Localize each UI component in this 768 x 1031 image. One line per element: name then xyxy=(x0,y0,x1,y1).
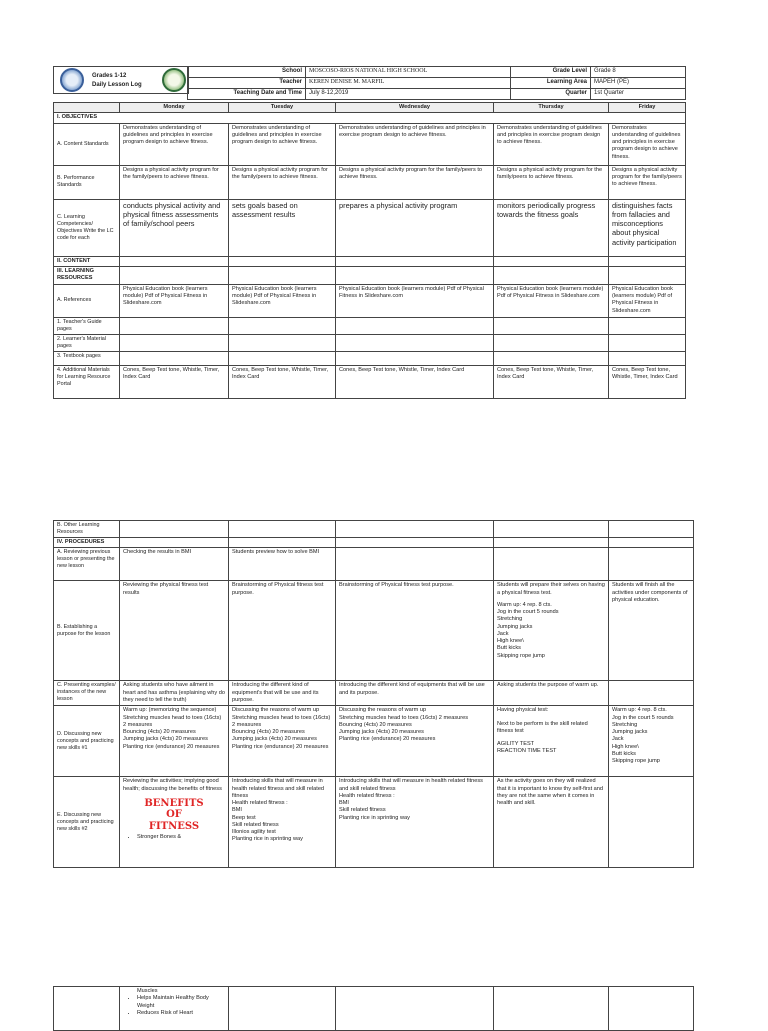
list-item: Butt kicks xyxy=(497,645,521,652)
lesson-table-page2 xyxy=(53,520,694,868)
list-item: Jog in the court 5 rounds xyxy=(612,714,674,721)
quarter-value: 1st Quarter xyxy=(591,89,686,100)
table-cell: Demonstrates understanding of guidelines and principles in exercise program design to achieve fitness. xyxy=(229,123,336,165)
list-item: Jumping jacks xyxy=(497,623,533,630)
list-item: Stretching muscles head to toes (16cts) 2 measures xyxy=(339,714,469,721)
deped-seal-icon xyxy=(60,68,84,92)
list-item: BMI xyxy=(232,807,242,814)
table-cell: monitors periodically progress towards the fitness goals xyxy=(494,199,609,256)
table-cell: Reviewing the physical fitness test results xyxy=(120,581,229,681)
list-item: AGILITY TEST xyxy=(497,741,535,748)
list-item: Skill related fitness xyxy=(339,807,386,814)
list-item: Bouncing (4cts) 20 measures xyxy=(232,729,305,736)
table-cell: Demonstrates understanding of guidelines and principles in exercise program design to achieve fitness. xyxy=(609,123,686,165)
list-item: BMI xyxy=(339,800,349,807)
row-label-discussing1: D. Discussing new concepts and practicing new skills #1 xyxy=(54,706,120,777)
list-item: High knee\ xyxy=(497,638,524,645)
table-cell: Students preview how to solve BMI xyxy=(229,548,336,581)
list-item: Stretching xyxy=(497,616,523,623)
table-cell: Cones, Beep Test tone, Whistle, Timer, Index Card xyxy=(229,365,336,398)
row-label-establishing: B. Establishing a purpose for the lesson xyxy=(54,581,120,681)
header-title-line1: Grades 1-12 xyxy=(92,73,127,79)
list-item: • Reduces Risk of Heart xyxy=(137,1010,225,1017)
list-item: Jog in the court 5 rounds xyxy=(497,609,559,616)
row-label-textbook: 3. Textbook pages xyxy=(54,351,120,365)
section-procedures: IV. PROCEDURES xyxy=(54,538,120,548)
row-label-presenting: C. Presenting examples/ instances of the new lesson xyxy=(54,681,120,706)
row-label-additional-materials: 4. Additional Materials for Learning Resource Portal xyxy=(54,365,120,398)
table-cell: Introducing the different kind of equipment's that will be use and its purpose. xyxy=(229,681,336,706)
list-item: Skipping rope jump xyxy=(497,652,545,659)
discussing2-mon-text: Reviewing the activities; implying good health; discussing the benefits of fitness xyxy=(123,778,222,792)
table-cell: sets goals based on assessment results xyxy=(229,199,336,256)
section-objectives: I. OBJECTIVES xyxy=(54,113,686,123)
list-item: Jack xyxy=(497,630,509,637)
date-value: July 8-12,2019 xyxy=(306,89,511,100)
list-item: Butt kicks xyxy=(612,750,636,757)
list-continued: Muscles xyxy=(137,988,158,994)
lesson-table-page1 xyxy=(53,102,686,399)
row-label-learners-material: 2. Learner's Material pages xyxy=(54,334,120,351)
day-tuesday: Tuesday xyxy=(229,103,336,113)
table-cell: Designs a physical activity program for the family/peers to achieve fitness. xyxy=(120,165,229,199)
header-logo-box xyxy=(53,66,189,94)
row-label-competencies: C. Learning Competencies/ Objectives Write the LC code for each xyxy=(54,199,120,256)
quarter-label: Quarter xyxy=(511,89,591,100)
table-cell xyxy=(336,706,494,777)
header-title-line2: Daily Lesson Log xyxy=(92,82,142,88)
teacher-value: KEREN DENISE M. MARFIL xyxy=(306,78,511,89)
table-cell xyxy=(609,706,694,777)
list-item: REACTION TIME TEST xyxy=(497,748,557,755)
list-item: Health related fitness : xyxy=(232,800,288,807)
list-item: Skill related fitness xyxy=(232,821,279,828)
table-cell: Introducing the different kind of equipments that will be use and its purpose. xyxy=(336,681,494,706)
school-value: MOSCOSO-RIOS NATIONAL HIGH SCHOOL xyxy=(306,67,511,78)
list-item: Skipping rope jump xyxy=(612,758,660,765)
table-cell: Designs a physical activity program for the family/peers to achieve fitness. xyxy=(336,165,494,199)
section-learning-resources: III. LEARNING RESOURCES xyxy=(54,266,120,284)
list-item: Bouncing (4cts) 20 measures xyxy=(339,721,412,728)
school-seal-icon xyxy=(162,68,186,92)
list-item: Illonios agility test xyxy=(232,829,276,836)
table-cell: As the activity goes on they will realized that it is important to know thy self-first and they are not the same when it comes in health and skill. xyxy=(494,777,609,868)
table-cell: Designs a physical activity program for the family/peers to achieve fitness. xyxy=(609,165,686,199)
list-item: Beep test xyxy=(232,814,256,821)
table-cell: Cones, Beep Test tone, Whistle, Timer, Index Card xyxy=(120,365,229,398)
table-cell: Asking students the purpose of warm up. xyxy=(494,681,609,706)
row-label-other-resources: B. Other Learning Resources xyxy=(54,521,120,538)
area-label: Learning Area xyxy=(511,78,591,89)
section-content: II. CONTENT xyxy=(54,256,120,266)
list-item: Planting rice in sprinting way xyxy=(339,814,410,821)
table-cell: Cones, Beep Test tone, Whistle, Timer, Index Card xyxy=(609,365,686,398)
table-cell xyxy=(229,706,336,777)
table-cell: Asking students who have ailment in heart and has asthma (explaining why do they need to tell the truth) xyxy=(120,681,229,706)
table-cell: distinguishes facts from fallacies and misconceptions about physical activity participation xyxy=(609,199,686,256)
table-cell: Students will finish all the activities under components of physical education. xyxy=(609,581,694,681)
area-value: MAPEH (PE) xyxy=(591,78,686,89)
table-cell: Cones, Beep Test tone, Whistle, Timer, Index Card xyxy=(336,365,494,398)
row-label-reviewing: A. Reviewing previous lesson or presenting the new lesson xyxy=(54,548,120,581)
table-cell: Demonstrates understanding of guidelines and principles in exercise program design to achieve fitness. xyxy=(336,123,494,165)
row-label-teachers-guide: 1. Teacher's Guide pages xyxy=(54,317,120,334)
of-word: OF xyxy=(166,809,182,821)
row-label-content-standards: A. Content Standards xyxy=(54,123,120,165)
table-cell: Physical Education book (learners module) Pdf of Physical Fitness in Slideshare.com xyxy=(336,284,494,317)
list-item: Health related fitness : xyxy=(339,792,395,799)
list-item: Introducing skills that will measure in health related fitness and skill related fitness xyxy=(232,778,325,799)
fitness-word: FITNESS xyxy=(148,820,200,832)
list-item: Bouncing (4cts) 20 measures xyxy=(123,729,196,736)
list-item: • Helps Maintain Healthy Body Weight xyxy=(137,995,225,1010)
table-cell xyxy=(120,706,229,777)
benefits-of-fitness-heading xyxy=(123,798,225,833)
row-label-performance-standards: B. Performance Standards xyxy=(54,165,120,199)
list-item: Planting rice (endurance) 20 measures xyxy=(123,743,220,750)
list-item: Jumping jacks xyxy=(612,729,648,736)
table-cell: prepares a physical activity program xyxy=(336,199,494,256)
grade-value: Grade 8 xyxy=(591,67,686,78)
table-cell: Cones, Beep Test tone, Whistle, Timer, Index Card xyxy=(494,365,609,398)
list-item: Stretching muscles head to toes (16cts) 2 measures xyxy=(123,714,222,728)
list-item: • Stronger Bones & xyxy=(137,834,225,841)
list-item: Warm up: (memorizing the sequence) xyxy=(123,707,217,714)
benefits-word: BENEFITS xyxy=(144,797,204,809)
table-cell: Designs a physical activity program for the family/peers to achieve fitness. xyxy=(229,165,336,199)
table-cell: Demonstrates understanding of guidelines and principles in exercise program design to achieve fitness. xyxy=(494,123,609,165)
list-item: Stretching muscles head to toes (16cts) 2 measures xyxy=(232,714,331,728)
list-item: Having physical test: xyxy=(497,707,549,714)
list-item: Discussing the reasons of warm up xyxy=(339,707,427,714)
list-item: Warm up: 4 rep. 8 cts. xyxy=(612,707,667,714)
list-item: Warm up: 4 rep. 8 cts. xyxy=(497,601,552,608)
list-item: Planting rice in sprinting way xyxy=(232,836,303,843)
establishing-thu-intro: Students will prepare their selves on having a physical fitness test. xyxy=(497,582,605,596)
school-label: School xyxy=(188,67,306,78)
table-cell: conducts physical activity and physical fitness assessments of family/school peers xyxy=(120,199,229,256)
table-cell xyxy=(336,777,494,868)
list-item: Next to be perform is the skill related fitness test xyxy=(497,720,588,734)
table-cell: Demonstrates understanding of guidelines and principles in exercise program design to achieve fitness. xyxy=(120,123,229,165)
list-item: High knee\ xyxy=(612,743,639,750)
row-label-discussing2: E. Discussing new concepts and practicing new skills #2 xyxy=(54,777,120,868)
list-item: Discussing the reasons of warm up xyxy=(232,707,320,714)
date-label: Teaching Date and Time xyxy=(188,89,306,100)
day-monday: Monday xyxy=(120,103,229,113)
table-cell: Physical Education book (learners module) Pdf of Physical Fitness in Slideshare.com xyxy=(609,284,686,317)
list-item: Planting rice (endurance) 20 measures xyxy=(232,743,329,750)
table-cell xyxy=(229,777,336,868)
table-cell: Brainstorming of Physical fitness test purpose. xyxy=(229,581,336,681)
table-cell: Physical Education book (learners module) Pdf of Physical Fitness in Slideshare.com xyxy=(120,284,229,317)
grade-label: Grade Level xyxy=(511,67,591,78)
table-cell xyxy=(494,706,609,777)
table-cell: Physical Education book (learners module) Pdf of Physical Fitness in Slideshare.com xyxy=(229,284,336,317)
table-cell xyxy=(494,581,609,681)
day-friday: Friday xyxy=(609,103,686,113)
list-item: Stretching xyxy=(612,721,638,728)
list-item: Jumping jacks (4cts) 20 measures xyxy=(123,736,208,743)
day-wednesday: Wednesday xyxy=(336,103,494,113)
table-cell: Designs a physical activity program for the family/peers to achieve fitness. xyxy=(494,165,609,199)
header-info-table xyxy=(187,66,686,100)
list-item: Jumping jacks (4cts) 20 measures xyxy=(339,729,424,736)
table-cell xyxy=(120,777,229,868)
day-thursday: Thursday xyxy=(494,103,609,113)
list-item: Planting rice (endurance) 20 measures xyxy=(339,736,436,743)
teacher-label: Teacher xyxy=(188,78,306,89)
lesson-table-page3 xyxy=(53,986,694,1031)
list-item: Introducing skills that will measure in health related fitness and skill related fitness xyxy=(339,778,483,792)
row-label-references: A. References xyxy=(54,284,120,317)
table-cell: Checking the results in BMI xyxy=(120,548,229,581)
list-item: Jumping jacks (4cts) 20 measures xyxy=(232,736,317,743)
list-item: Jack xyxy=(612,736,624,743)
table-cell: Brainstorming of Physical fitness test purpose. xyxy=(336,581,494,681)
table-cell: Physical Education book (learners module) Pdf of Physical Fitness in Slideshare.com xyxy=(494,284,609,317)
